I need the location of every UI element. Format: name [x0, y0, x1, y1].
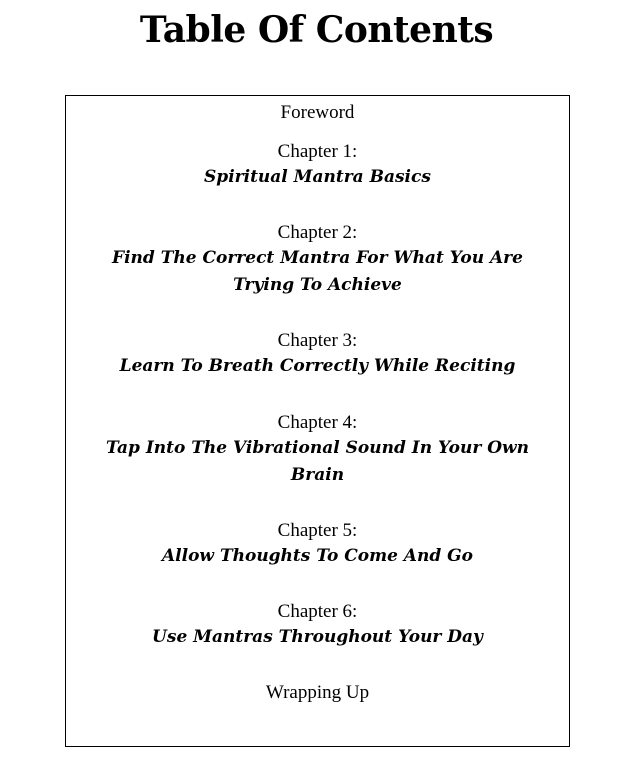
chapter-2-title: Find The Correct Mantra For What You Are Trying To Achieve	[112, 248, 523, 295]
toc-wrapping-up: Wrapping Up	[265, 682, 370, 703]
chapter-6-title: Use Mantras Throughout Your Day	[152, 627, 483, 647]
toc-chapter-4	[66, 411, 569, 489]
toc-box	[65, 95, 570, 747]
chapter-2-label: Chapter 2:	[277, 222, 358, 243]
chapter-4-title: Tap Into The Vibrational Sound In Your Own Brain	[105, 438, 530, 485]
chapter-1-label: Chapter 1:	[277, 141, 358, 162]
chapter-4-label: Chapter 4:	[277, 412, 358, 433]
chapter-3-title: Learn To Breath Correctly While Reciting	[119, 356, 516, 376]
toc-chapter-3	[66, 329, 569, 380]
toc-chapter-1	[66, 140, 569, 191]
toc-chapter-6	[66, 600, 569, 651]
page-title: Table Of Contents	[139, 9, 494, 51]
chapter-1-title: Spiritual Mantra Basics	[204, 167, 431, 187]
toc-chapter-5	[66, 519, 569, 570]
chapter-5-title: Allow Thoughts To Come And Go	[161, 546, 474, 566]
toc-chapter-2	[66, 221, 569, 299]
chapter-5-label: Chapter 5:	[277, 520, 358, 541]
chapter-6-label: Chapter 6:	[277, 601, 358, 622]
toc-foreword: Foreword	[280, 102, 355, 123]
chapter-3-label: Chapter 3:	[277, 330, 358, 351]
